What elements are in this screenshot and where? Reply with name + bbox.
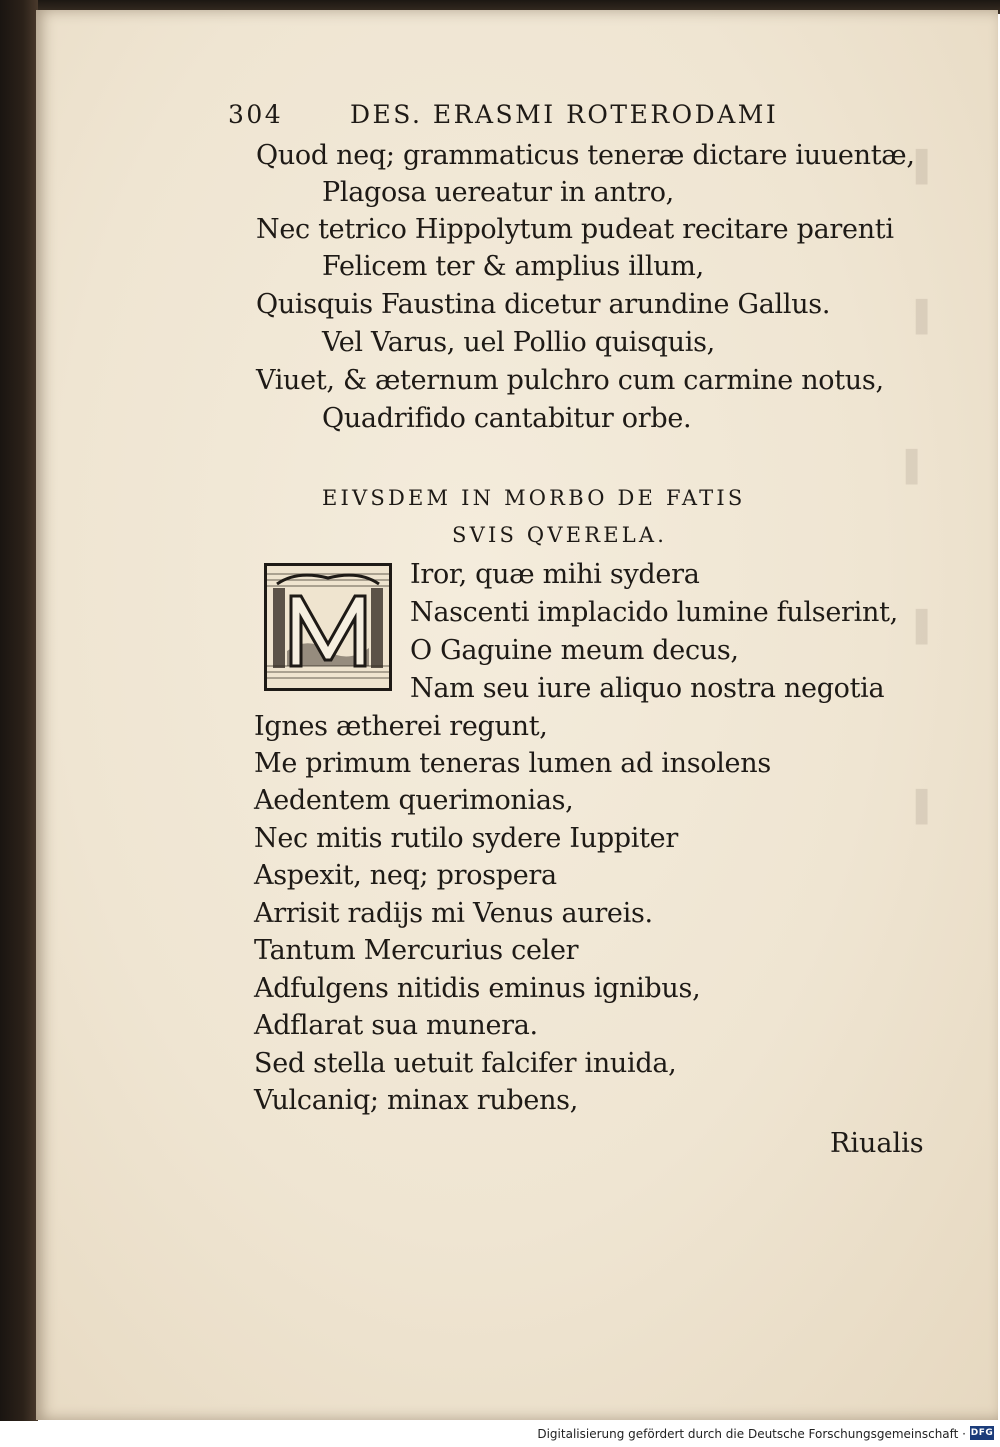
verse-line: Ignes ætherei regunt, bbox=[254, 711, 548, 742]
digitization-footer bbox=[0, 1421, 1000, 1447]
bleed-through: ▌ bbox=[906, 450, 930, 485]
verse-line: Tantum Mercurius celer bbox=[254, 935, 579, 966]
catchword: Riualis bbox=[830, 1128, 924, 1159]
scan-edge-left bbox=[0, 0, 38, 1430]
running-header bbox=[228, 96, 828, 136]
verse-line: Aspexit, neq; prospera bbox=[254, 860, 557, 891]
decorated-initial bbox=[264, 563, 392, 691]
verse-line: Nec mitis rutilo sydere Iuppiter bbox=[254, 823, 678, 854]
page-number: 304 bbox=[228, 100, 284, 129]
bleed-through: ▌ bbox=[916, 790, 940, 825]
verse-line: Aedentem querimonias, bbox=[254, 785, 574, 816]
running-title: DES. ERASMI ROTERODAMI bbox=[350, 100, 779, 129]
dfg-logo-icon: DFG bbox=[970, 1428, 994, 1438]
footer-credit: Digitalisierung gefördert durch die Deutsche Forschungsgemeinschaft · bbox=[537, 1427, 966, 1441]
verse-line: Me primum teneras lumen ad insolens bbox=[254, 748, 771, 779]
verse-line: Quadrifido cantabitur orbe. bbox=[322, 403, 692, 434]
poem-title-line-1: EIVSDEM IN MORBO DE FATIS bbox=[322, 486, 746, 510]
verse-line: Adflarat sua munera. bbox=[254, 1010, 538, 1041]
verse-line: Quod neq; grammaticus teneræ dictare iuuentæ, bbox=[256, 140, 915, 171]
verse-line: Adfulgens nitidis eminus ignibus, bbox=[254, 973, 701, 1004]
verse-line: Quisquis Faustina dicetur arundine Gallus. bbox=[256, 289, 831, 320]
verse-line: O Gaguine meum decus, bbox=[410, 635, 739, 666]
poem-title-line-2: SVIS QVERELA. bbox=[452, 523, 668, 547]
bleed-through: ▌ bbox=[916, 610, 940, 645]
initial-woodcut-icon bbox=[267, 566, 389, 688]
verse-line: Vulcaniq; minax rubens, bbox=[254, 1085, 579, 1116]
verse-line: Plagosa uereatur in antro, bbox=[322, 177, 674, 208]
verse-line: Sed stella uetuit falcifer inuida, bbox=[254, 1048, 677, 1079]
verse-line: Viuet, & æternum pulchro cum carmine notus, bbox=[256, 365, 884, 396]
bleed-through: ▌ bbox=[916, 300, 940, 335]
verse-line: Iror, quæ mihi sydera bbox=[410, 559, 700, 590]
verse-line: Arrisit radijs mi Venus aureis. bbox=[254, 898, 653, 929]
verse-line: Vel Varus, uel Pollio quisquis, bbox=[322, 327, 715, 358]
verse-line: Felicem ter & amplius illum, bbox=[322, 251, 704, 282]
bleed-through: ▌ bbox=[916, 150, 940, 185]
verse-line: Nec tetrico Hippolytum pudeat recitare parenti bbox=[256, 214, 894, 245]
verse-line: Nam seu iure aliquo nostra negotia bbox=[410, 673, 885, 704]
verse-line: Nascenti implacido lumine fulserint, bbox=[410, 597, 898, 628]
